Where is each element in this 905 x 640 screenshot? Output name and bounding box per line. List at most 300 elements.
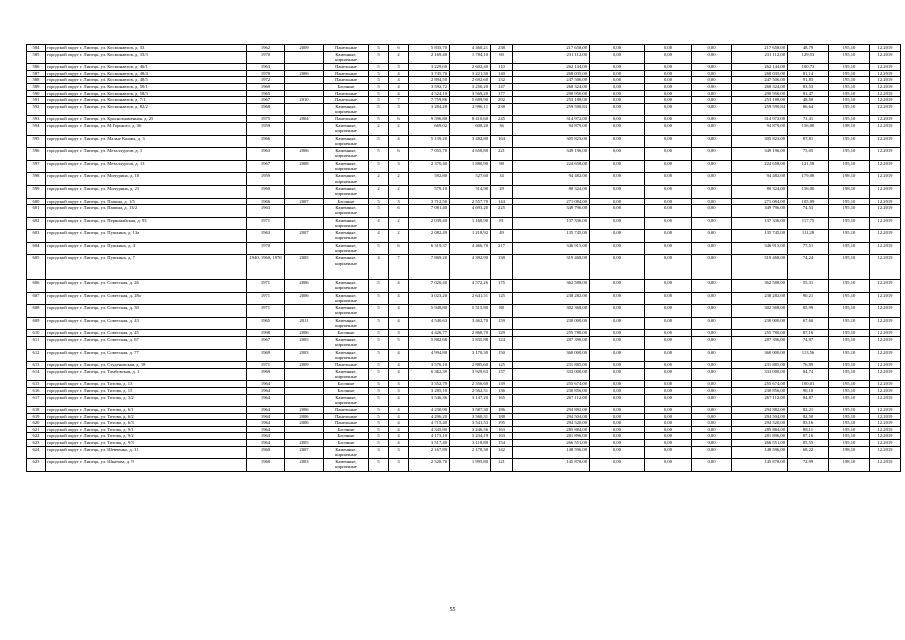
table-cell: 195,10: [829, 83, 870, 90]
table-cell: 1972: [247, 77, 285, 84]
table-cell: [285, 122, 324, 135]
table-cell: 1967: [247, 97, 285, 104]
table-cell: Блочные: [324, 426, 369, 433]
table-cell: 2: [389, 173, 409, 186]
table-cell: 1963: [247, 148, 285, 161]
table-cell: 1964: [247, 381, 285, 388]
table-row: [27, 45, 901, 52]
table-cell: 5: [369, 336, 389, 349]
table-cell: 12.2019: [870, 230, 901, 243]
table-cell: 319 468,00: [732, 255, 788, 280]
table-cell: 0,00: [692, 292, 732, 305]
table-cell: 0,00: [692, 242, 732, 255]
table-cell: Каменные, кирпичные: [324, 255, 369, 280]
table-cell: 4: [389, 420, 409, 427]
table-cell: 3: [389, 330, 409, 337]
table-cell: 4 540,63: [409, 317, 450, 330]
table-cell: 1964: [247, 420, 285, 427]
table-cell: 0,00: [590, 292, 645, 305]
table-cell: 2: [389, 230, 409, 243]
table-cell: 12.2019: [870, 173, 901, 186]
table-cell: 0,00: [590, 217, 645, 230]
table-cell: 224 658,00: [513, 160, 590, 173]
table-cell: 608: [27, 305, 46, 318]
table-cell: 255 780,00: [732, 330, 788, 337]
table-cell: 48,79: [788, 45, 829, 52]
table-cell: 0,00: [645, 387, 692, 394]
table-cell: 0,00: [692, 305, 732, 318]
table-cell: 12.2019: [870, 255, 901, 280]
table-cell: 12.2019: [870, 205, 901, 218]
table-cell: 0,00: [645, 349, 692, 362]
table-cell: городской округ г. Липецк, ул. Советская, д. 67: [46, 336, 247, 349]
table-cell: 5: [369, 90, 389, 97]
table-cell: 0,00: [692, 70, 732, 77]
table-cell: 287 396,00: [732, 336, 788, 349]
table-row: [27, 459, 901, 472]
table-cell: 1966: [247, 135, 285, 148]
table-cell: 2006: [285, 420, 324, 427]
table-row: [27, 122, 901, 135]
table-cell: 12.2019: [870, 292, 901, 305]
table-cell: 281 896,00: [732, 433, 788, 440]
table-cell: 593: [27, 116, 46, 123]
table-cell: 588: [27, 77, 46, 84]
table-cell: 12.2019: [870, 148, 901, 161]
table-cell: 0,00: [590, 160, 645, 173]
table-cell: 4 658,80: [450, 148, 491, 161]
table-cell: 1970: [247, 70, 285, 77]
table-cell: 314 972,00: [732, 116, 788, 123]
table-cell: 4: [389, 135, 409, 148]
table-cell: 1969: [247, 368, 285, 381]
table-cell: 3 462,70: [450, 317, 491, 330]
table-cell: городской округ г. Липецк, ул. Металлургов, д. 13: [46, 160, 247, 173]
table-cell: 12.2019: [870, 160, 901, 173]
table-cell: 12.2019: [870, 330, 901, 337]
table-cell: 3: [389, 103, 409, 116]
table-cell: городской округ г. Липецк, ул. Папина, д. 13/2: [46, 205, 247, 218]
table-cell: 3 569,20: [450, 90, 491, 97]
table-cell: 3 592,72: [409, 83, 450, 90]
table-cell: 225: [491, 205, 513, 218]
table-cell: 2: [369, 122, 389, 135]
table-cell: городской округ г. Липецк, ул. Советская, д. 26: [46, 279, 247, 292]
table-cell: 1964: [247, 387, 285, 394]
table-cell: 195,10: [829, 292, 870, 305]
table-cell: 2 885,60: [450, 362, 491, 369]
table-cell: 4: [389, 279, 409, 292]
table-cell: городской округ г. Липецк, ул. Титова, д. 3/2: [46, 394, 247, 407]
table-cell: 4: [389, 407, 409, 414]
table-cell: 2: [369, 173, 389, 186]
table-cell: 2 528,70: [409, 459, 450, 472]
table-cell: 3 576,10: [409, 362, 450, 369]
table-cell: 611: [27, 336, 46, 349]
table-cell: 217: [491, 242, 513, 255]
table-cell: 3: [389, 381, 409, 388]
table-cell: 195,10: [829, 242, 870, 255]
table-cell: 4: [389, 426, 409, 433]
table-cell: Панельные: [324, 362, 369, 369]
table-cell: 4: [369, 230, 389, 243]
table-cell: 0,00: [692, 116, 732, 123]
table-cell: 5: [369, 381, 389, 388]
table-cell: 12.2019: [870, 83, 901, 90]
table-cell: городской округ г. Липецк, ул. Шкатова, д. 9: [46, 459, 247, 472]
table-cell: 268 035,00: [732, 70, 788, 77]
table-cell: 195,10: [829, 381, 870, 388]
table-cell: 3: [389, 64, 409, 71]
table-cell: 609: [27, 317, 46, 330]
table-cell: 94 879,00: [513, 122, 590, 135]
table-cell: 0,00: [645, 217, 692, 230]
table-cell: 2 167,89: [409, 446, 450, 459]
table-cell: 7: [389, 97, 409, 104]
table-cell: 0,00: [590, 103, 645, 116]
table-cell: 0,00: [692, 381, 732, 388]
table-row: [27, 217, 901, 230]
table-cell: 266 551,00: [732, 440, 788, 447]
table-cell: 5 689,90: [450, 97, 491, 104]
table-cell: 1964: [247, 407, 285, 414]
table-cell: городской округ г. Липецк, ул. Титова, д. 6/2: [46, 413, 247, 420]
table-cell: 605: [27, 255, 46, 280]
table-cell: 5: [369, 279, 389, 292]
table-cell: [285, 103, 324, 116]
table-cell: 98: [491, 160, 513, 173]
table-cell: [285, 51, 324, 64]
table-cell: 0,00: [645, 90, 692, 97]
table-cell: 579,10: [409, 185, 450, 198]
table-cell: 2009: [285, 45, 324, 52]
table-row: [27, 230, 901, 243]
table-cell: Каменные, кирпичные: [324, 135, 369, 148]
table-row: [27, 70, 901, 77]
table-cell: 0,00: [590, 116, 645, 123]
table-cell: 0,00: [645, 103, 692, 116]
table-cell: [285, 83, 324, 90]
table-cell: 4: [389, 90, 409, 97]
table-cell: 195,10: [829, 433, 870, 440]
table-cell: 195,10: [829, 420, 870, 427]
table-cell: 5: [369, 407, 389, 414]
table-cell: 238: [491, 45, 513, 52]
table-cell: Каменные, кирпичные: [324, 336, 369, 349]
table-cell: 195,10: [829, 116, 870, 123]
table-cell: 195,10: [829, 387, 870, 394]
table-cell: 198,10: [829, 122, 870, 135]
table-cell: 285 884,00: [732, 426, 788, 433]
table-cell: 0,00: [692, 330, 732, 337]
table-cell: 88: [491, 305, 513, 318]
table-cell: 0,00: [590, 349, 645, 362]
table-cell: 4: [389, 77, 409, 84]
table-cell: 195,10: [829, 97, 870, 104]
table-cell: 2: [369, 185, 389, 198]
table-cell: 150: [491, 349, 513, 362]
table-cell: 12.2019: [870, 368, 901, 381]
table-cell: 195,10: [829, 160, 870, 173]
table-cell: 292: [491, 97, 513, 104]
table-cell: городской округ г. Липецк, ул. Космонавтов, д. 33/3: [46, 51, 247, 64]
table-cell: [285, 135, 324, 148]
table-cell: 2005: [285, 336, 324, 349]
table-row: [27, 446, 901, 459]
table-cell: 595: [27, 135, 46, 148]
table-cell: 1962: [247, 45, 285, 52]
table-cell: 0,00: [590, 83, 645, 90]
table-cell: 2010: [285, 97, 324, 104]
table-cell: городской округ г. Липецк, ул. Тамбовская, д. 1: [46, 368, 247, 381]
table-cell: 0,00: [692, 185, 732, 198]
table-cell: 2 039,40: [409, 217, 450, 230]
table-cell: 0,00: [590, 368, 645, 381]
table-cell: 1964: [247, 413, 285, 420]
table-row: [27, 148, 901, 161]
table-cell: 74,97: [788, 336, 829, 349]
table-cell: 294 882,00: [513, 407, 590, 414]
table-cell: городской округ г. Липецк, ул. Мичурина, д. 10: [46, 173, 247, 186]
table-cell: 3 284,28: [409, 103, 450, 116]
table-cell: 247 506,00: [513, 77, 590, 84]
table-cell: 129: [491, 330, 513, 337]
table-cell: 12.2019: [870, 122, 901, 135]
table-cell: Каменные, кирпичные: [324, 242, 369, 255]
table-cell: Блочные: [324, 387, 369, 394]
table-cell: 12.2019: [870, 317, 901, 330]
table-cell: 0,00: [590, 446, 645, 459]
table-cell: 5: [369, 440, 389, 447]
table-cell: 268 324,00: [513, 83, 590, 90]
table-cell: городской округ г. Липецк, ул. Титова, д. 9/2: [46, 433, 247, 440]
table-cell: 0,00: [590, 381, 645, 388]
table-cell: 0,00: [590, 459, 645, 472]
table-cell: 90,21: [788, 292, 829, 305]
table-cell: 0,00: [590, 362, 645, 369]
table-cell: 3 560,31: [450, 413, 491, 420]
table-cell: 0,00: [645, 368, 692, 381]
table-cell: 0,00: [645, 459, 692, 472]
table-cell: 0,00: [692, 255, 732, 280]
table-cell: 2 082,49: [409, 230, 450, 243]
table-cell: 333 000,00: [732, 368, 788, 381]
table-cell: 527,60: [450, 173, 491, 186]
table-cell: 4: [389, 292, 409, 305]
table-cell: 138: [491, 255, 513, 280]
table-cell: 281 896,00: [513, 433, 590, 440]
table-cell: 81: [491, 217, 513, 230]
table-cell: 0,00: [692, 413, 732, 420]
table-cell: [285, 426, 324, 433]
table-cell: городской округ г. Липецк, ул. Космонавтов, д. 48/4: [46, 70, 247, 77]
table-cell: 0,00: [692, 394, 732, 407]
table-cell: 262 144,00: [513, 64, 590, 71]
table-cell: 195: [491, 420, 513, 427]
table-cell: 587: [27, 70, 46, 77]
table-cell: Панельные: [324, 45, 369, 52]
table-cell: 87,16: [788, 433, 829, 440]
table-cell: 2005: [285, 440, 324, 447]
table-cell: 6: [389, 205, 409, 218]
table-cell: 129,53: [788, 51, 829, 64]
table-cell: 2006: [285, 279, 324, 292]
table-cell: 245: [491, 116, 513, 123]
table-cell: 0,00: [645, 135, 692, 148]
table-cell: 4 693,20: [450, 205, 491, 218]
table-cell: 349 196,00: [732, 148, 788, 161]
table-cell: 3 546,36: [409, 394, 450, 407]
table-cell: 100,01: [788, 381, 829, 388]
table-cell: 135 745,00: [732, 230, 788, 243]
table-cell: 148 596,00: [513, 446, 590, 459]
table-cell: 0,00: [692, 230, 732, 243]
table-cell: 195,10: [829, 407, 870, 414]
table-cell: 75,05: [788, 148, 829, 161]
table-cell: 0,00: [645, 83, 692, 90]
table-cell: 591: [27, 97, 46, 104]
table-cell: городской округ г. Липецк, ул. Космонавтов, д. 48/5: [46, 77, 247, 84]
table-cell: 154: [491, 440, 513, 447]
table-cell: 2008: [285, 160, 324, 173]
table-cell: 12.2019: [870, 279, 901, 292]
table-cell: 12.2019: [870, 387, 901, 394]
table-cell: 4 296,20: [409, 413, 450, 420]
table-cell: 195,10: [829, 440, 870, 447]
table-cell: 360 000,00: [513, 349, 590, 362]
table-cell: 596: [27, 148, 46, 161]
table-cell: 5: [369, 362, 389, 369]
table-cell: 4 426,77: [409, 330, 450, 337]
table-cell: 0,00: [590, 317, 645, 330]
table-cell: 4 572,26: [450, 279, 491, 292]
table-cell: 12.2019: [870, 440, 901, 447]
table-cell: 4: [389, 368, 409, 381]
table-cell: Каменные, кирпичные: [324, 459, 369, 472]
table-cell: 195,10: [829, 330, 870, 337]
table-cell: городской округ г. Липецк, ул. Советская, д. 77: [46, 349, 247, 362]
table-cell: 7: [389, 255, 409, 280]
table-cell: 7 055,70: [409, 148, 450, 161]
table-cell: 88,11: [788, 426, 829, 433]
table-cell: городской округ г. Липецк, ул. М.Горького, д. 36: [46, 122, 247, 135]
table-cell: 5: [369, 83, 389, 90]
table-cell: 198,10: [829, 173, 870, 186]
table-cell: 8 410,60: [450, 116, 491, 123]
table-cell: 3: [389, 198, 409, 205]
table-cell: 195,10: [829, 217, 870, 230]
table-cell: 0,00: [645, 97, 692, 104]
table-cell: Блочные: [324, 83, 369, 90]
table-cell: 4 460,21: [450, 45, 491, 52]
table-cell: 1971: [247, 362, 285, 369]
table-cell: 0,00: [645, 426, 692, 433]
table-cell: 2003: [285, 459, 324, 472]
table-cell: 1959: [247, 122, 285, 135]
table-cell: 0,00: [645, 116, 692, 123]
table-row: [27, 420, 901, 427]
table-cell: 3 352,79: [409, 381, 450, 388]
table-row: [27, 305, 901, 318]
table-cell: 69: [491, 51, 513, 64]
table-cell: Каменные, кирпичные: [324, 122, 369, 135]
table-cell: 0,00: [645, 122, 692, 135]
table-cell: 1940, 1960, 1970: [247, 255, 285, 280]
table-cell: 105,99: [788, 198, 829, 205]
table-cell: 0,00: [645, 173, 692, 186]
table-cell: 195,10: [829, 279, 870, 292]
table-cell: Каменные, кирпичные: [324, 317, 369, 330]
table-cell: 5: [369, 51, 389, 64]
table-cell: 623: [27, 440, 46, 447]
table-cell: 267 112,00: [513, 394, 590, 407]
table-cell: 12.2019: [870, 413, 901, 420]
table-cell: 0,00: [645, 362, 692, 369]
table-cell: 195,10: [829, 362, 870, 369]
table-cell: 198,10: [829, 459, 870, 472]
table-cell: 238 282,00: [513, 292, 590, 305]
table-cell: 1969: [247, 83, 285, 90]
table-cell: 12.2019: [870, 420, 901, 427]
table-cell: Панельные: [324, 64, 369, 71]
table-cell: 0,00: [645, 230, 692, 243]
table-cell: Каменные, кирпичные: [324, 205, 369, 218]
table-cell: 195,10: [829, 90, 870, 97]
table-cell: 247 506,00: [732, 77, 788, 84]
table-cell: 80 324,00: [732, 185, 788, 198]
table-cell: 12.2019: [870, 185, 901, 198]
table-cell: 349 196,00: [513, 148, 590, 161]
table-cell: 3: [389, 387, 409, 394]
table-cell: 68,22: [788, 446, 829, 459]
table-cell: 195,10: [829, 317, 870, 330]
table-cell: 144: [491, 198, 513, 205]
table-cell: 0,00: [590, 336, 645, 349]
table-cell: 188: [491, 413, 513, 420]
table-cell: 230 856,00: [732, 387, 788, 394]
table-cell: 195,10: [829, 413, 870, 420]
table-cell: городской округ г. Липецк, ул. Космонавтов, д. 7/1: [46, 97, 247, 104]
table-cell: 94 879,00: [732, 122, 788, 135]
table-cell: 5: [369, 148, 389, 161]
table-cell: 5: [369, 394, 389, 407]
table-cell: 156,00: [788, 122, 829, 135]
table-cell: 0,00: [692, 173, 732, 186]
table-cell: Каменные, кирпичные: [324, 217, 369, 230]
table-cell: 601: [27, 205, 46, 218]
table-cell: Панельные: [324, 90, 369, 97]
table-cell: городской округ г. Липецк, ул. Папина, д. 1/5: [46, 198, 247, 205]
table-cell: 49: [491, 230, 513, 243]
table-cell: 1966: [247, 198, 285, 205]
table-cell: 230 000,00: [513, 317, 590, 330]
table-row: [27, 77, 901, 84]
table-cell: Блочные: [324, 330, 369, 337]
table-cell: 603: [27, 230, 46, 243]
table-cell: 1965: [247, 90, 285, 97]
table-cell: 3 221,30: [450, 70, 491, 77]
table-cell: 0,00: [645, 160, 692, 173]
table-cell: 0,00: [590, 51, 645, 64]
table-cell: 590: [27, 90, 46, 97]
table-cell: 147: [491, 83, 513, 90]
table-cell: 5: [369, 459, 389, 472]
table-cell: 0,00: [590, 413, 645, 420]
table-cell: 0,00: [645, 381, 692, 388]
table-cell: 6: [389, 148, 409, 161]
table-cell: Каменные, кирпичные: [324, 305, 369, 318]
table-cell: 3: [389, 459, 409, 472]
